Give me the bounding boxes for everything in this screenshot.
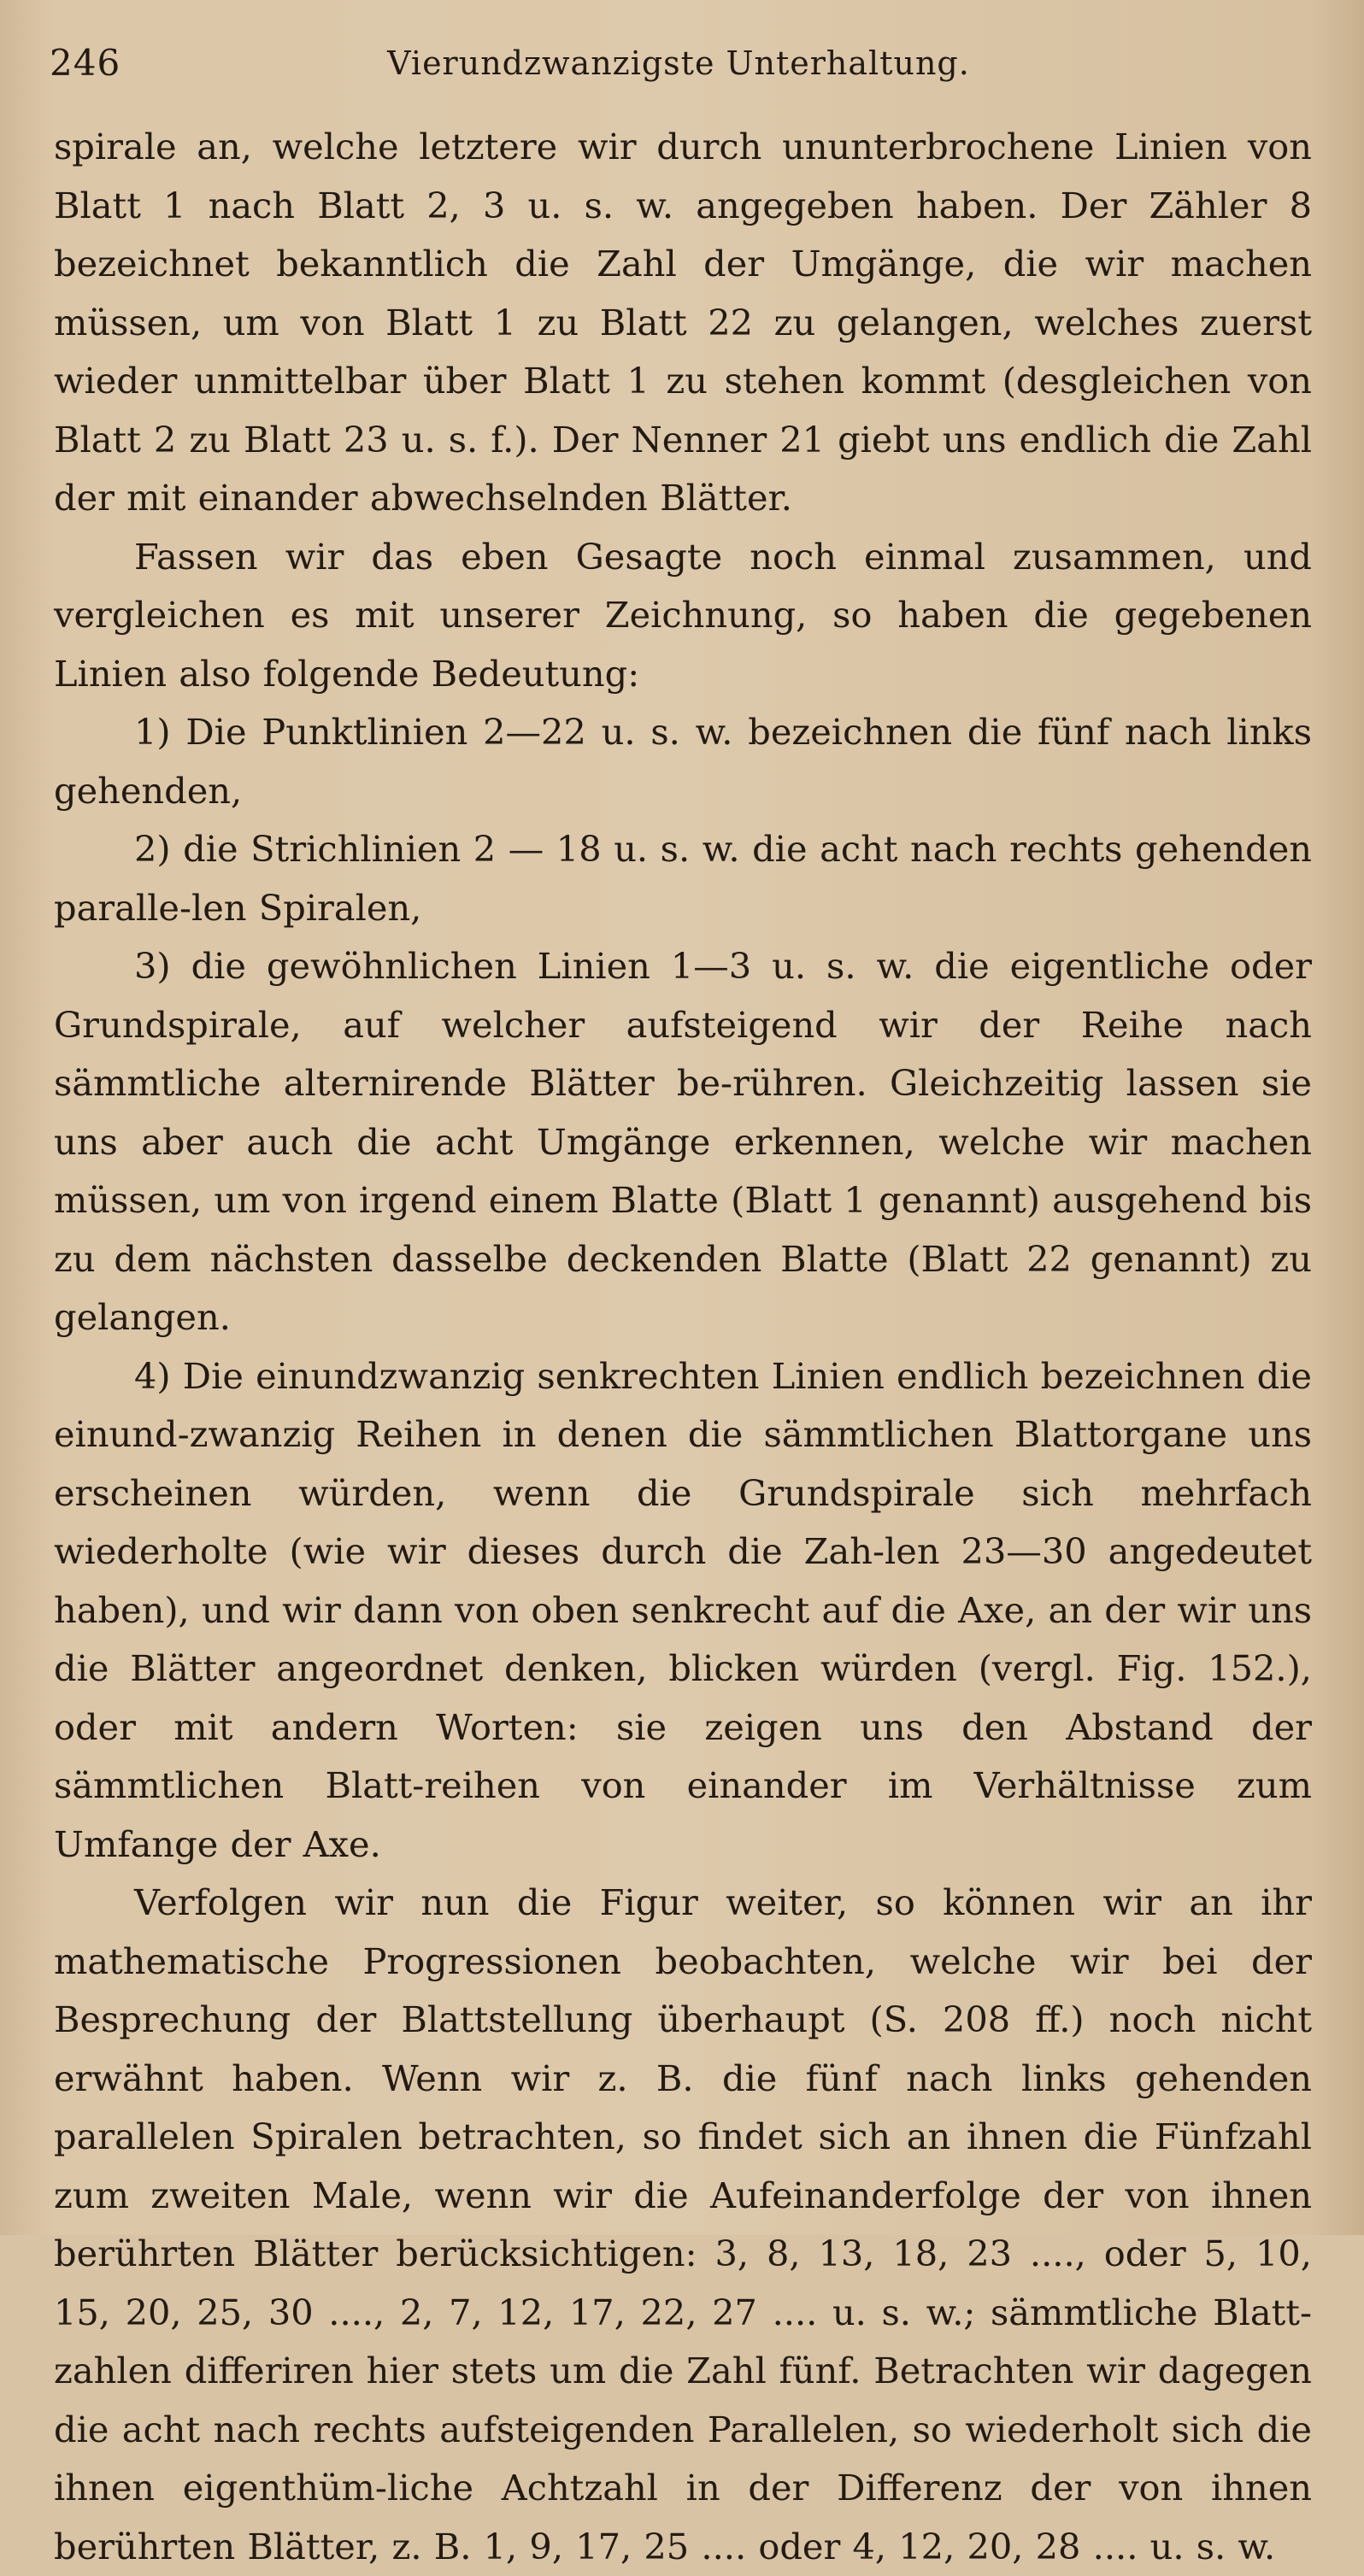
list-item-4: 4) Die einundzwanzig senkrechten Linien endlich bezeichnen die einund-zwanzig Reihen in denen die sämmtlichen Blattorgane uns erscheinen würden, wenn die Grundspirale sich mehrfach wiederholte (wie wir dieses durch die Zah-len 23—30 angedeutet haben), und wir dann von oben senkrecht auf die Axe, an der wir uns die Blätter angeordnet denken, blicken würden (vergl. Fig. 152.), oder mit andern Worten: sie zeigen uns den Abstand der sämmtlichen Blatt-reihen von einander im Verhältnisse zum Umfange der Axe. [54, 1354, 1312, 1865]
body-text [54, 118, 1312, 2576]
page-header [50, 38, 1308, 89]
running-title: Vierundzwanzigste Unterhaltung. [387, 44, 970, 82]
paragraph-summary: Fassen wir das eben Gesagte noch einmal zusammen, und vergleichen es mit unserer Zeichnung, so haben die gegebenen Linien also folgende Bedeutung: [54, 535, 1312, 695]
paragraph-continuation: spirale an, welche letztere wir durch ununterbrochene Linien von Blatt 1 nach Blatt 2, 3 u. s. w. angegeben haben. Der Zähler 8 bezeichnet bekanntlich die Zahl der Umgänge, die wir machen müssen, um von Blatt 1 zu Blatt 22 zu gelangen, welches zuerst wieder unmittelbar über Blatt 1 zu stehen kommt (desgleichen von Blatt 2 zu Blatt 23 u. s. f.). Der Nenner 21 giebt uns endlich die Zahl der mit einander abwechselnden Blätter. [54, 126, 1312, 519]
list-item-1: 1) Die Punktlinien 2—22 u. s. w. bezeichnen die fünf nach links gehenden, [54, 711, 1312, 812]
list-item-3: 3) die gewöhnlichen Linien 1—3 u. s. w. die eigentliche oder Grundspirale, auf welcher aufsteigend wir der Reihe nach sämmtliche alternirende Blätter be-rühren. Gleichzeitig lassen sie uns aber auch die acht Umgänge erkennen, welche wir machen müssen, um von irgend einem Blatte (Blatt 1 genannt) ausgehend bis zu dem nächsten dasselbe deckenden Blatte (Blatt 22 genannt) zu gelangen. [54, 945, 1312, 1338]
page-number: 246 [50, 42, 121, 84]
list-item-2: 2) die Strichlinien 2 — 18 u. s. w. die acht nach rechts gehenden paralle-len Spiralen, [54, 828, 1312, 929]
paragraph-progressions: Verfolgen wir nun die Figur weiter, so können wir an ihr mathematische Progressionen beobachten, welche wir bei der Besprechung der Blattstellung überhaupt (S. 208 ff.) noch nicht erwähnt haben. Wenn wir z. B. die fünf nach links gehenden parallelen Spiralen betrachten, so findet sich an ihnen die Fünfzahl zum zweiten Male, wenn wir die Aufeinanderfolge der von ihnen berührten Blätter berücksichtigen: 3, 8, 13, 18, 23 ...., oder 5, 10, 15, 20, 25, 30 ...., 2, 7, 12, 17, 22, 27 .... u. s. w.; sämmtliche Blatt-zahlen differiren hier stets um die Zahl fünf. Betrachten wir dagegen die acht nach rechts aufsteigenden Parallelen, so wiederholt sich die ihnen eigenthüm-liche Achtzahl in der Differenz der von ihnen berührten Blätter, z. B. 1, 9, 17, 25 .... oder 4, 12, 20, 28 .... u. s. w. [54, 1881, 1312, 2567]
